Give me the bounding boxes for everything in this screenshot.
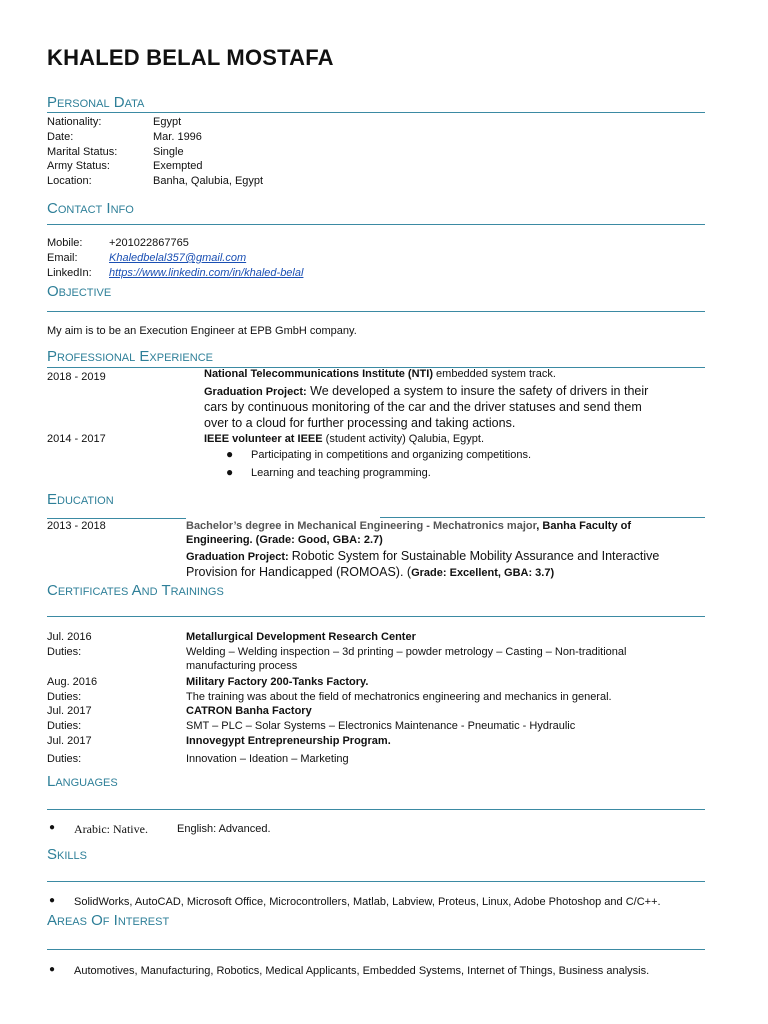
experience-org <box>204 433 484 445</box>
experience-date: 2014 - 2017 <box>47 433 106 445</box>
linkedin-link[interactable]: https://www.linkedin.com/in/khaled-belal <box>109 267 304 279</box>
duties-text: Innovation – Ideation – Marketing <box>186 753 349 765</box>
list-item: Participating in competitions and organizing competitions. <box>251 449 532 461</box>
section-title-education: Education <box>47 491 114 508</box>
list-item: Learning and teaching programming. <box>251 467 431 479</box>
duties-text: The training was about the field of mechatronics engineering and mechanics in general. <box>186 691 612 703</box>
section-divider <box>380 517 705 518</box>
section-divider <box>47 809 705 810</box>
language-arabic: Arabic: Native. <box>74 822 148 836</box>
marital-status-value: Single <box>153 146 184 158</box>
duties-text: Welding – Welding inspection – 3d printing – powder metrology – Casting – Non-traditional <box>186 646 627 658</box>
education-project-line <box>186 549 659 563</box>
section-title-languages: Languages <box>47 773 118 790</box>
mobile-label: Mobile: <box>47 237 83 249</box>
nationality-value: Egypt <box>153 116 182 128</box>
section-title-personal-data: Personal Data <box>47 94 145 111</box>
section-title-objective: Objective <box>47 283 112 300</box>
section-title-contact-info: Contact Info <box>47 200 134 217</box>
duties-label: Duties: <box>47 646 82 658</box>
graduation-project-text: over to a cloud for further processing and taking actions. <box>204 416 516 430</box>
education-degree-line <box>186 520 631 532</box>
candidate-name: KHALED BELAL MOSTAFA <box>47 45 334 70</box>
marital-status-label: Marital Status: <box>47 146 118 158</box>
date-value: Mar. 1996 <box>153 131 202 143</box>
experience-date: 2018 - 2019 <box>47 371 106 383</box>
nationality-label: Nationality: <box>47 116 102 128</box>
duties-label: Duties: <box>47 720 82 732</box>
certificate-org: CATRON Banha Factory <box>186 705 312 717</box>
graduation-project-text: cars by continuous monitoring of the car and the driver statuses and send them <box>204 400 642 414</box>
section-divider <box>47 224 705 225</box>
graduation-project-label: Graduation Project: <box>204 386 307 398</box>
duties-label: Duties: <box>47 691 82 703</box>
section-title-areas-of-interest: Areas Of Interest <box>47 912 170 929</box>
experience-org-name: National Telecommunications Institute (NTI) <box>204 368 433 380</box>
graduation-project-grade: Grade: Excellent, GBA: 3.7) <box>411 567 555 579</box>
mobile-value: +201022867765 <box>109 237 189 249</box>
graduation-project-text: Robotic System for Sustainable Mobility Assurance and Interactive <box>291 549 660 563</box>
graduation-project-line <box>204 384 648 398</box>
certificate-org: Metallurgical Development Research Center <box>186 631 416 643</box>
bullet-icon: ● <box>49 964 56 975</box>
skills-text: SolidWorks, AutoCAD, Microsoft Office, Microcontrollers, Matlab, Labview, Proteus, Linux, Adobe Photoshop and C/C++. <box>74 896 661 908</box>
experience-org-desc: embedded system track. <box>432 368 556 380</box>
certificate-org: Military Factory 200-Tanks Factory. <box>186 676 369 688</box>
date-label: Date: <box>47 131 74 143</box>
location-label: Location: <box>47 175 92 187</box>
graduation-project-label: Graduation Project: <box>186 551 292 563</box>
email-label: Email: <box>47 252 78 264</box>
certificate-date: Aug. 2016 <box>47 676 98 688</box>
degree-name: Bachelor’s degree in Mechanical Engineering - Mechatronics major <box>186 520 537 532</box>
location-value: Banha, Qalubia, Egypt <box>153 175 264 187</box>
duties-text: manufacturing process <box>186 660 298 672</box>
certificate-date: Jul. 2017 <box>47 705 92 717</box>
interests-text: Automotives, Manufacturing, Robotics, Medical Applicants, Embedded Systems, Internet of Things, Business analysis. <box>74 965 650 977</box>
email-link[interactable]: Khaledbelal357@gmail.com <box>109 252 247 264</box>
section-title-professional-experience: Professional Experience <box>47 348 213 365</box>
duties-text: SMT – PLC – Solar Systems – Electronics Maintenance - Pneumatic - Hydraulic <box>186 720 576 732</box>
education-grade: Engineering. (Grade: Good, GBA: 2.7) <box>186 534 383 546</box>
certificate-date: Jul. 2017 <box>47 735 92 747</box>
graduation-project-text: Provision for Handicapped (ROMOAS). ( <box>186 565 412 579</box>
experience-org-desc: (student activity) Qalubia, Egypt. <box>322 433 485 445</box>
section-divider <box>47 112 705 113</box>
army-status-label: Army Status: <box>47 160 110 172</box>
linkedin-label: LinkedIn: <box>47 267 92 279</box>
language-english: English: Advanced. <box>177 823 271 835</box>
section-divider <box>47 311 705 312</box>
graduation-project-text: We developed a system to insure the safety of drivers in their <box>306 384 649 398</box>
army-status-value: Exempted <box>153 160 203 172</box>
section-divider <box>47 949 705 950</box>
experience-org-name: IEEE volunteer at IEEE <box>204 433 323 445</box>
section-divider <box>47 881 705 882</box>
duties-label: Duties: <box>47 753 82 765</box>
education-date: 2013 - 2018 <box>47 520 106 532</box>
certificate-date: Jul. 2016 <box>47 631 92 643</box>
bullet-icon: ● <box>226 447 234 461</box>
section-title-certificates: Certificates And Trainings <box>47 582 224 599</box>
certificate-org: Innovegypt Entrepreneurship Program. <box>186 735 391 747</box>
faculty-name: , Banha Faculty of <box>536 520 632 532</box>
section-divider <box>47 616 705 617</box>
bullet-icon: ● <box>226 465 234 479</box>
education-project-line <box>186 565 554 579</box>
section-title-skills: Skills <box>47 846 87 863</box>
bullet-icon: ● <box>49 895 56 906</box>
objective-text: My aim is to be an Execution Engineer at EPB GmbH company. <box>47 325 357 337</box>
bullet-icon: ● <box>49 822 56 833</box>
section-divider <box>47 518 186 519</box>
experience-org <box>204 368 556 380</box>
